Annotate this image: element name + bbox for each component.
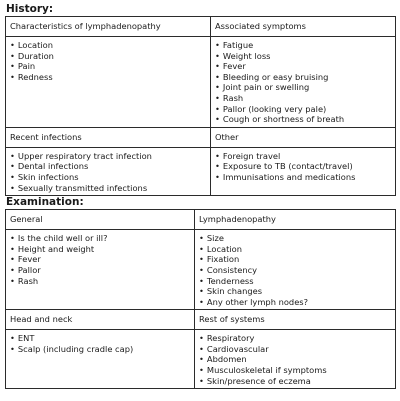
bullet-list [10,333,190,354]
list-item: • Skin/presence of eczema [199,376,391,387]
bullet-list [10,151,206,193]
list-item: • Cough or shortness of breath [215,114,391,125]
list-item: • Fever [10,254,190,265]
list-item: • Rash [215,93,391,104]
bullet-list [199,233,391,307]
table-header-row [6,210,396,230]
table-cell [195,230,396,310]
bullet-list [10,40,206,82]
list-item: • Height and weight [10,244,190,255]
table-row [6,230,396,310]
table-header-row [6,127,396,147]
list-item: • Fixation [199,254,391,265]
table-cell [6,330,195,389]
list-item: • Consistency [199,265,391,276]
list-item: • Location [10,40,206,51]
list-item: • Redness [10,72,206,83]
table-cell [6,230,195,310]
list-item: • Cardiovascular [199,344,391,355]
bullet-list [215,151,391,183]
table-cell-heading: Associated symptoms [211,17,396,37]
list-item: • Tenderness [199,276,391,287]
list-item: • Respiratory [199,333,391,344]
bullet-list [199,333,391,386]
list-item: • Immunisations and medications [215,172,391,183]
list-item: • Size [199,233,391,244]
list-item: • Abdomen [199,354,391,365]
list-item: • Musculoskeletal if symptoms [199,365,391,376]
list-item: • Skin changes [199,286,391,297]
table-row [6,37,396,128]
table-cell-heading: Lymphadenopathy [195,210,396,230]
table-cell-heading: Other [211,127,396,147]
page [0,3,400,401]
list-item: • Bleeding or easy bruising [215,72,391,83]
list-item: • Is the child well or ill? [10,233,190,244]
bullet-list [10,233,190,286]
list-item: • Location [199,244,391,255]
list-item: • Weight loss [215,51,391,62]
list-item: • Exposure to TB (contact/travel) [215,161,391,172]
table-cell-heading: General [6,210,195,230]
list-item: • Sexually transmitted infections [10,183,206,194]
list-item: • Rash [10,276,190,287]
examination-table [5,209,396,389]
table-row [6,330,396,389]
table-cell [6,147,211,195]
table-cell-heading: Head and neck [6,310,195,330]
bullet-list [215,40,391,125]
list-item: • Fever [215,61,391,72]
table-cell [6,37,211,128]
list-item: • Dental infections [10,161,206,172]
list-item: • Pallor (looking very pale) [215,104,391,115]
list-item: • Scalp (including cradle cap) [10,344,190,355]
list-item: • Pain [10,61,206,72]
list-item: • Upper respiratory tract infection [10,151,206,162]
list-item: • Pallor [10,265,190,276]
table-cell-heading: Recent infections [6,127,211,147]
history-table [5,16,396,196]
list-item: • Fatigue [215,40,391,51]
list-item: • Duration [10,51,206,62]
table-row [6,147,396,195]
table-header-row [6,17,396,37]
table-cell [211,147,396,195]
table-header-row [6,310,396,330]
list-item: • Any other lymph nodes? [199,297,391,308]
list-item: • ENT [10,333,190,344]
list-item: • Skin infections [10,172,206,183]
examination-heading: Examination: [6,196,84,209]
table-cell [195,330,396,389]
list-item: • Foreign travel [215,151,391,162]
list-item: • Joint pain or swelling [215,82,391,93]
table-cell [211,37,396,128]
table-cell-heading: Rest of systems [195,310,396,330]
table-cell-heading: Characteristics of lymphadenopathy [6,17,211,37]
history-heading: History: [6,3,54,15]
